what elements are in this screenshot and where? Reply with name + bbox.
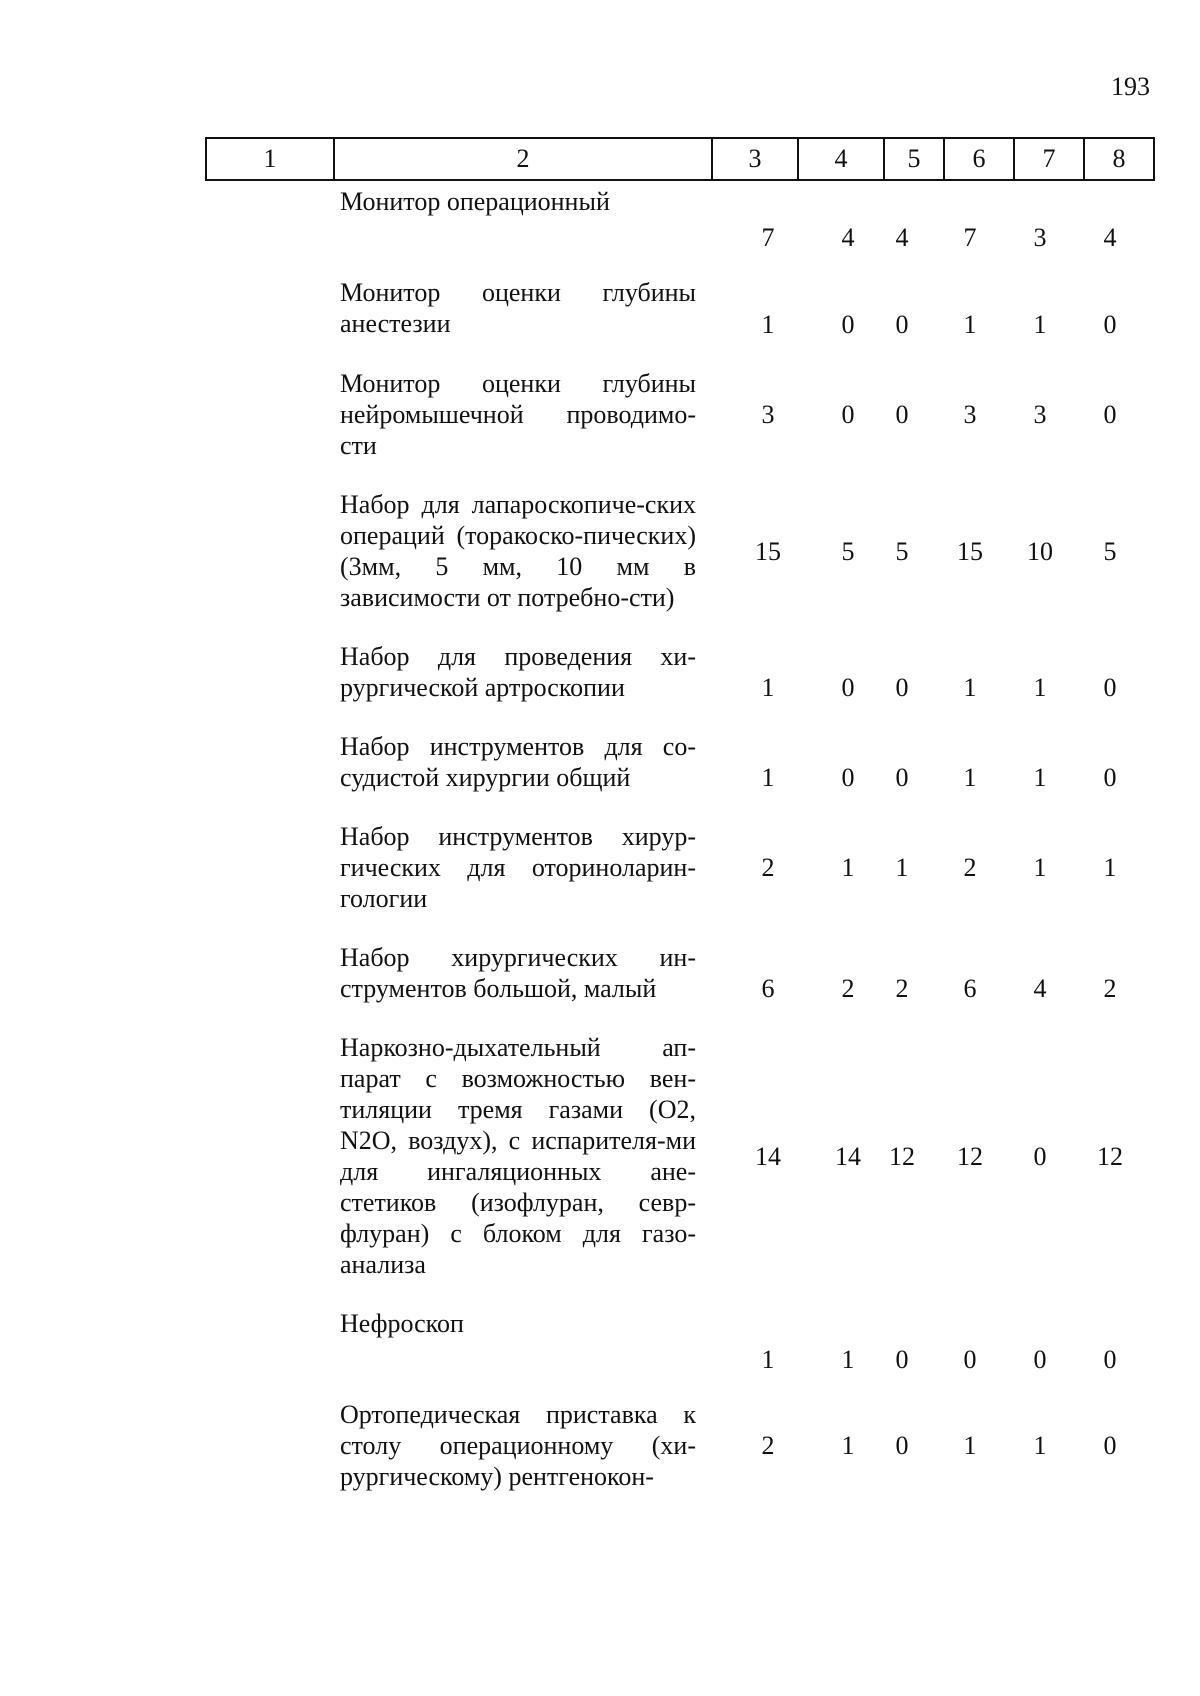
row-name: Монитор оценки глубины анестезии bbox=[340, 277, 696, 338]
cell-col-5: 4 bbox=[895, 223, 909, 252]
cell-col-3: 14 bbox=[755, 1141, 781, 1171]
cell-col-4: 5 bbox=[841, 536, 855, 566]
cell-col-7: 1 bbox=[1033, 853, 1047, 882]
row-name: Набор для лапароскопиче-ских операций (торакоско-пических) (3мм, 5 мм, 10 мм в зависимости от потребно-сти) bbox=[340, 490, 696, 612]
cell-col-6: 3 bbox=[963, 400, 977, 429]
row-name: Нефроскоп bbox=[340, 1309, 464, 1338]
cell-col-3: 3 bbox=[761, 400, 775, 429]
row-name: Набор для проведения хи-рургической артроскопии bbox=[340, 642, 696, 702]
cell-col-3: 1 bbox=[761, 1345, 775, 1374]
row-name: Набор инструментов хирур-гических для оториноларин-гологии bbox=[340, 822, 696, 913]
row-name: Ортопедическая приставка к столу операционному (хи-рургическому) рентгенокон- bbox=[340, 1400, 696, 1491]
cell-col-8: 0 bbox=[1103, 762, 1117, 792]
cell-col-4: 0 bbox=[841, 672, 855, 702]
cell-col-8: 0 bbox=[1103, 1431, 1117, 1460]
row-name: Набор инструментов для со-судистой хирургии общий bbox=[340, 732, 696, 792]
cell-col-7: 1 bbox=[1033, 310, 1047, 339]
row-name: Набор хирургических ин-струментов большой, малый bbox=[340, 943, 696, 1003]
cell-col-6: 2 bbox=[963, 853, 977, 882]
header-col-6: 6 bbox=[944, 138, 1014, 180]
header-col-8: 8 bbox=[1084, 138, 1154, 180]
table-row bbox=[340, 489, 1140, 613]
cell-col-4: 2 bbox=[841, 973, 855, 1003]
cell-col-3: 1 bbox=[761, 310, 775, 339]
cell-col-4: 4 bbox=[841, 223, 855, 252]
table-row bbox=[340, 1399, 1140, 1492]
cell-col-7: 3 bbox=[1033, 400, 1047, 429]
table-row bbox=[340, 275, 1140, 340]
cell-col-7: 10 bbox=[1027, 536, 1053, 566]
cell-col-6: 15 bbox=[957, 536, 983, 566]
cell-col-3: 7 bbox=[761, 223, 775, 252]
cell-col-8: 5 bbox=[1103, 536, 1117, 566]
cell-col-7: 4 bbox=[1033, 973, 1047, 1003]
cell-col-4: 1 bbox=[841, 853, 855, 882]
cell-col-5: 0 bbox=[895, 762, 909, 792]
equipment-list bbox=[340, 186, 1140, 1520]
table-row bbox=[340, 731, 1140, 793]
cell-col-4: 14 bbox=[835, 1141, 861, 1171]
header-col-4: 4 bbox=[798, 138, 884, 180]
cell-col-4: 1 bbox=[841, 1345, 855, 1374]
header-col-2: 2 bbox=[334, 138, 712, 180]
cell-col-6: 1 bbox=[963, 762, 977, 792]
cell-col-5: 0 bbox=[895, 310, 909, 339]
cell-col-3: 2 bbox=[761, 1431, 775, 1460]
cell-col-3: 6 bbox=[761, 973, 775, 1003]
table-row bbox=[340, 641, 1140, 703]
cell-col-5: 0 bbox=[895, 1345, 909, 1374]
cell-col-5: 0 bbox=[895, 400, 909, 429]
cell-col-4: 1 bbox=[841, 1431, 855, 1460]
cell-col-5: 5 bbox=[895, 536, 909, 566]
header-col-7: 7 bbox=[1014, 138, 1084, 180]
row-name: Монитор операционный bbox=[340, 187, 610, 216]
cell-col-7: 1 bbox=[1033, 762, 1047, 792]
table-row bbox=[340, 1308, 1140, 1375]
cell-col-5: 12 bbox=[889, 1141, 915, 1171]
cell-col-8: 0 bbox=[1103, 672, 1117, 702]
header-col-5: 5 bbox=[884, 138, 944, 180]
cell-col-7: 3 bbox=[1033, 223, 1047, 252]
cell-col-5: 1 bbox=[895, 853, 909, 882]
table-row bbox=[340, 821, 1140, 914]
row-name: Наркозно-дыхательный ап-парат с возможностью вен-тиляции тремя газами (О2, N2O, воздух), с испарителя-ми для ингаляционных ане-стетиков (изофлуран, севр-флуран) с блоком для газо-анализа bbox=[340, 1033, 696, 1279]
cell-col-6: 6 bbox=[963, 973, 977, 1003]
cell-col-6: 1 bbox=[963, 1431, 977, 1460]
page-number: 193 bbox=[1111, 72, 1150, 101]
table-row bbox=[340, 942, 1140, 1004]
cell-col-5: 2 bbox=[895, 973, 909, 1003]
cell-col-8: 2 bbox=[1103, 973, 1117, 1003]
cell-col-3: 1 bbox=[761, 672, 775, 702]
header-col-3: 3 bbox=[712, 138, 798, 180]
cell-col-8: 4 bbox=[1103, 223, 1117, 252]
cell-col-3: 2 bbox=[761, 853, 775, 882]
cell-col-7: 1 bbox=[1033, 1431, 1047, 1460]
table-row bbox=[340, 1032, 1140, 1280]
table-row bbox=[340, 186, 1140, 253]
cell-col-6: 1 bbox=[963, 310, 977, 339]
cell-col-6: 0 bbox=[963, 1345, 977, 1374]
column-header-row bbox=[205, 137, 1155, 181]
cell-col-8: 0 bbox=[1103, 400, 1117, 429]
cell-col-7: 0 bbox=[1033, 1345, 1047, 1374]
cell-col-5: 0 bbox=[895, 672, 909, 702]
cell-col-7: 0 bbox=[1033, 1141, 1047, 1171]
cell-col-4: 0 bbox=[841, 762, 855, 792]
header-col-1: 1 bbox=[206, 138, 334, 180]
cell-col-3: 15 bbox=[755, 536, 781, 566]
table-row bbox=[340, 368, 1140, 461]
cell-col-6: 1 bbox=[963, 672, 977, 702]
row-name: Монитор оценки глубины нейромышечной проводимо-сти bbox=[340, 369, 696, 460]
cell-col-6: 12 bbox=[957, 1141, 983, 1171]
cell-col-8: 12 bbox=[1097, 1141, 1123, 1171]
cell-col-8: 1 bbox=[1103, 853, 1117, 882]
cell-col-5: 0 bbox=[895, 1431, 909, 1460]
cell-col-8: 0 bbox=[1103, 310, 1117, 339]
cell-col-7: 1 bbox=[1033, 672, 1047, 702]
cell-col-8: 0 bbox=[1103, 1345, 1117, 1374]
cell-col-4: 0 bbox=[841, 400, 855, 429]
cell-col-4: 0 bbox=[841, 310, 855, 339]
cell-col-3: 1 bbox=[761, 762, 775, 792]
cell-col-6: 7 bbox=[963, 223, 977, 252]
